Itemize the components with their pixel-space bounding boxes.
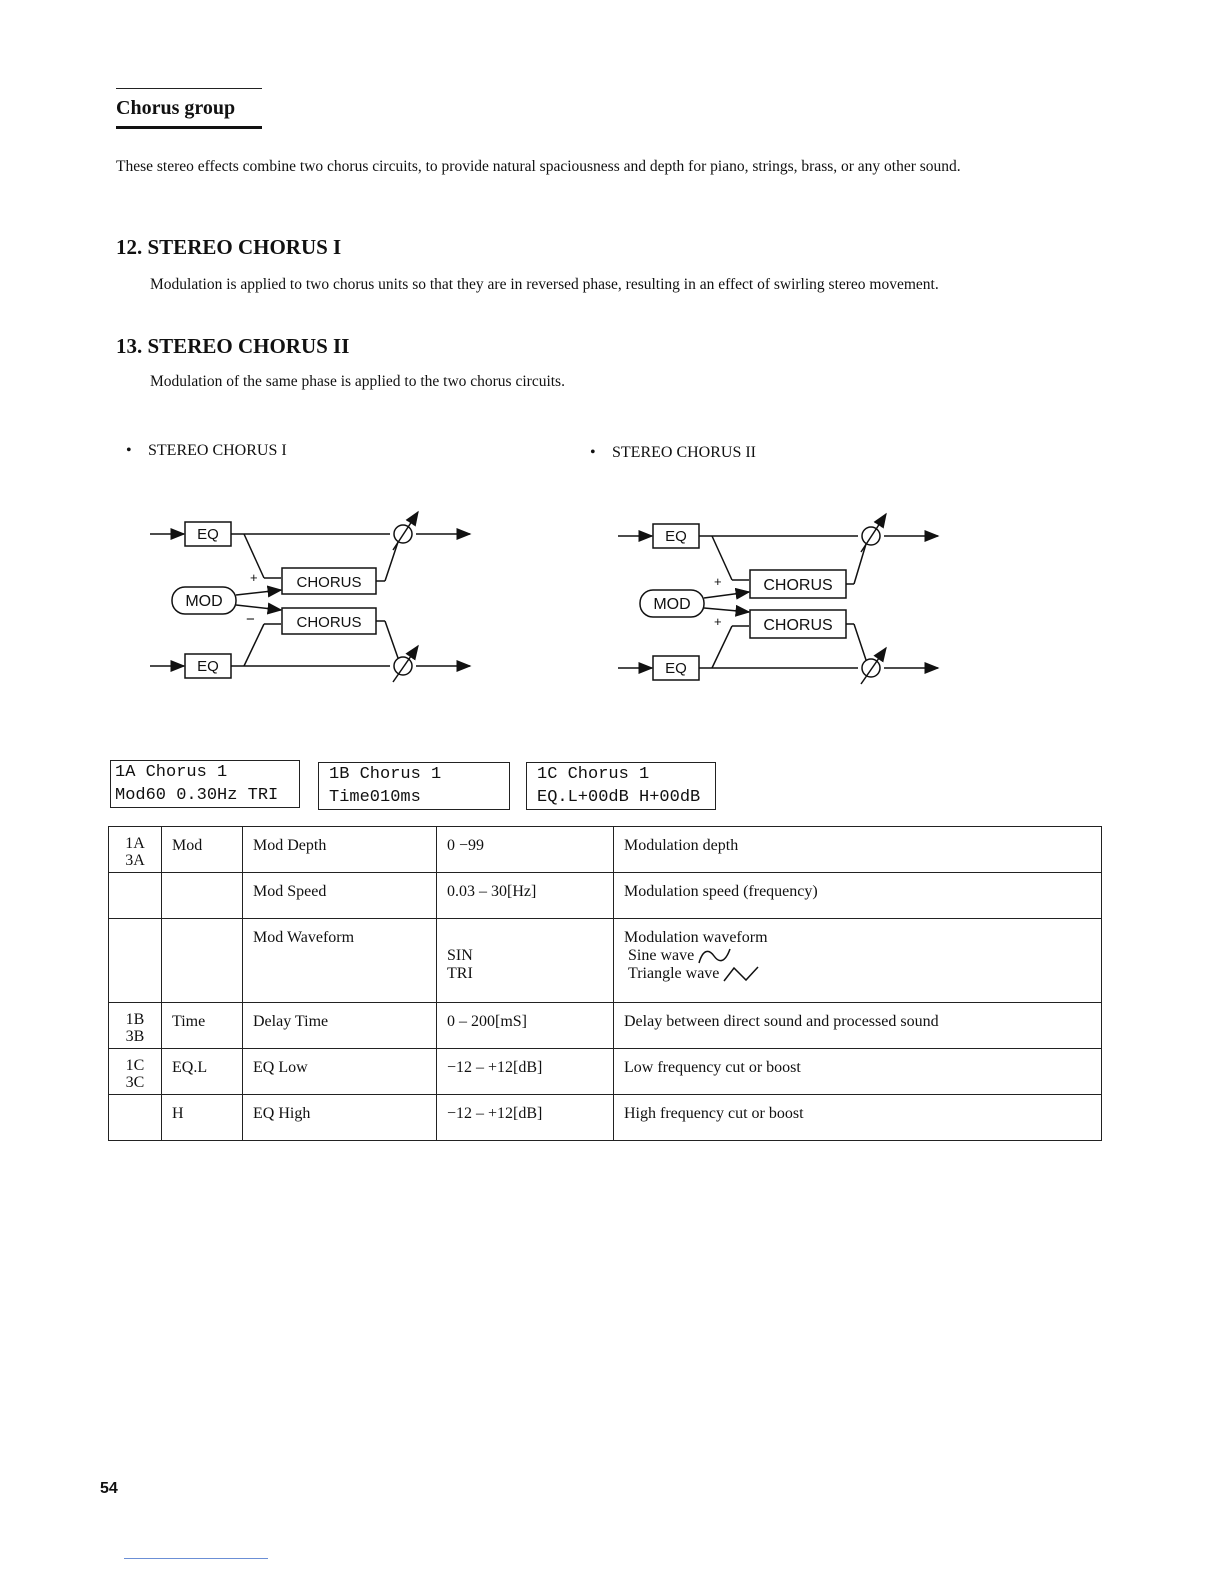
lcd-line: 1B Chorus 1 — [329, 765, 442, 784]
param-cell: Delay Time — [243, 1003, 437, 1049]
param-cell: EQ High — [243, 1095, 437, 1141]
bullet-dot: • — [590, 444, 596, 461]
diagram-label-text: STEREO CHORUS II — [612, 444, 757, 461]
sine-wave-label: Sine wave — [628, 947, 695, 964]
stereo-chorus-1-diagram — [140, 500, 480, 700]
triangle-wave-line — [624, 965, 1093, 983]
eq-label-top: EQ — [197, 526, 219, 543]
upper-sign: + — [250, 570, 258, 585]
section-text-stereo-chorus-1: Modulation is applied to two chorus units so that they are in reversed phase, resulting in an effect of swirling stereo movement. — [150, 276, 939, 293]
page-label: 1A — [125, 835, 145, 852]
page-cell — [109, 919, 162, 1003]
triangle-wave-icon — [723, 965, 761, 983]
lcd-line: Mod60 0.30Hz TRI — [115, 786, 279, 805]
range-option: SIN — [447, 947, 473, 964]
range-cell: 0 −99 — [437, 827, 614, 873]
page-label: 3C — [125, 1074, 145, 1091]
desc-cell: Modulation speed (frequency) — [614, 873, 1102, 919]
bullet-dot: • — [126, 442, 132, 459]
diagram-label-2 — [590, 444, 756, 462]
chorus-label-lower: CHORUS — [763, 617, 833, 634]
group-cell: H — [162, 1095, 243, 1141]
intro-paragraph: These stereo effects combine two chorus circuits, to provide natural spaciousness and depth for piano, strings, brass, or any other sound. — [116, 158, 961, 175]
param-cell: Mod Speed — [243, 873, 437, 919]
lcd-display-1b — [318, 762, 510, 810]
eq-label-bottom: EQ — [197, 658, 219, 675]
triangle-wave-label: Triangle wave — [628, 965, 720, 982]
page-cell — [109, 1049, 162, 1095]
page-label: 3B — [125, 1028, 145, 1045]
lcd-display-1c — [526, 762, 716, 810]
param-cell: Mod Depth — [243, 827, 437, 873]
range-cell: 0 – 200[mS] — [437, 1003, 614, 1049]
page-cell — [109, 1003, 162, 1049]
stereo-chorus-2-diagram — [608, 502, 948, 702]
section-text-stereo-chorus-2: Modulation of the same phase is applied to the two chorus circuits. — [150, 373, 565, 390]
diagram-label-1 — [126, 442, 287, 460]
range-cell: −12 – +12[dB] — [437, 1049, 614, 1095]
table-row — [109, 1095, 1102, 1141]
desc-cell: High frequency cut or boost — [614, 1095, 1102, 1141]
sine-wave-icon — [698, 947, 732, 965]
eq-label-bottom: EQ — [665, 660, 687, 677]
page-label: 1B — [125, 1011, 145, 1028]
desc-cell: Low frequency cut or boost — [614, 1049, 1102, 1095]
lower-sign: + — [714, 614, 722, 629]
upper-sign: + — [714, 574, 722, 589]
table-row — [109, 827, 1102, 873]
group-cell — [162, 919, 243, 1003]
desc-cell: Delay between direct sound and processed sound — [614, 1003, 1102, 1049]
chorus-label-lower: CHORUS — [296, 614, 362, 631]
diagram-label-text: STEREO CHORUS I — [148, 442, 287, 459]
page-label: 1C — [125, 1057, 145, 1074]
parameter-table — [108, 826, 1102, 1141]
lcd-line: EQ.L+00dB H+00dB — [537, 788, 701, 807]
desc-heading: Modulation waveform — [624, 929, 768, 946]
group-cell: Time — [162, 1003, 243, 1049]
group-cell: EQ.L — [162, 1049, 243, 1095]
lcd-line: 1A Chorus 1 — [115, 763, 228, 782]
group-title: Chorus group — [116, 88, 262, 129]
sine-wave-line — [624, 947, 1093, 965]
page-cell — [109, 873, 162, 919]
group-cell — [162, 873, 243, 919]
table-row — [109, 1049, 1102, 1095]
eq-label-top: EQ — [665, 528, 687, 545]
desc-cell: Modulation depth — [614, 827, 1102, 873]
range-option: TRI — [447, 965, 473, 982]
page-cell — [109, 827, 162, 873]
lcd-line: 1C Chorus 1 — [537, 765, 650, 784]
mod-label: MOD — [185, 593, 223, 610]
table-row — [109, 919, 1102, 1003]
range-cell — [437, 919, 614, 1003]
page-cell — [109, 1095, 162, 1141]
chorus-label-upper: CHORUS — [763, 577, 833, 594]
lcd-display-1a — [110, 760, 300, 808]
chorus-label-upper: CHORUS — [296, 574, 362, 591]
page-label: 3A — [125, 852, 145, 869]
lcd-line: Time010ms — [329, 788, 421, 807]
mod-label: MOD — [653, 596, 691, 613]
page-number: 54 — [100, 1480, 118, 1497]
group-cell: Mod — [162, 827, 243, 873]
param-cell: Mod Waveform — [243, 919, 437, 1003]
range-cell: 0.03 – 30[Hz] — [437, 873, 614, 919]
range-cell: −12 – +12[dB] — [437, 1095, 614, 1141]
lower-sign: − — [246, 611, 255, 628]
table-row — [109, 873, 1102, 919]
section-heading-stereo-chorus-1: 12. STEREO CHORUS I — [116, 235, 342, 259]
table-row — [109, 1003, 1102, 1049]
param-cell: EQ Low — [243, 1049, 437, 1095]
footer-rule — [124, 1558, 268, 1559]
desc-cell — [614, 919, 1102, 1003]
section-heading-stereo-chorus-2: 13. STEREO CHORUS II — [116, 334, 350, 358]
